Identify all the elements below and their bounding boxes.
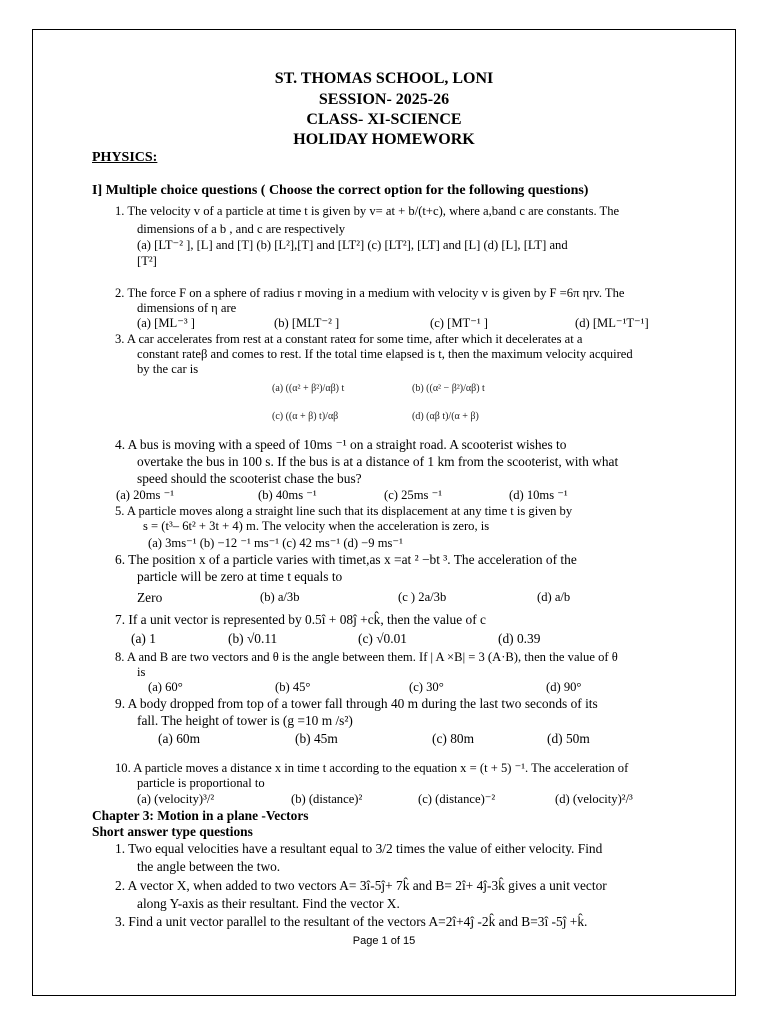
question-8-option-b: (b) 45° bbox=[275, 680, 311, 694]
question-1-text: 1. The velocity v of a particle at time t is given by v= at + b/(t+c), where a,band c are constants. The bbox=[115, 204, 620, 218]
question-10-option-a: (a) (velocity)³/² bbox=[137, 792, 215, 806]
question-3-option-c: (c) ((α + β) t)/αβ bbox=[272, 411, 339, 422]
question-8-option-d: (d) 90° bbox=[546, 680, 582, 694]
question-7-option-b: (b) √0.11 bbox=[228, 631, 278, 646]
question-9-text: 9. A body dropped from top of a tower fall through 40 m during the last two seconds of its bbox=[115, 696, 598, 711]
question-6-text-cont: particle will be zero at time t equals to bbox=[137, 569, 343, 584]
short-question-3: 3. Find a unit vector parallel to the resultant of the vectors A=2î+4ĵ -2k̂ and B=3î -5ĵ +k̂. bbox=[115, 914, 588, 929]
question-10-option-b: (b) (distance)² bbox=[291, 792, 363, 806]
question-4-option-d: (d) 10ms ⁻¹ bbox=[509, 488, 568, 502]
chapter-subheading: Short answer type questions bbox=[92, 824, 253, 839]
question-4-text-cont2: speed should the scooterist chase the bus? bbox=[137, 471, 362, 486]
question-5-options: (a) 3ms⁻¹ (b) −12 ⁻¹ ms⁻¹ (c) 42 ms⁻¹ (d) −9 ms⁻¹ bbox=[148, 536, 403, 550]
question-4-text: 4. A bus is moving with a speed of 10ms ⁻¹ on a straight road. A scooterist wishes to bbox=[115, 437, 567, 452]
question-4-text-cont: overtake the bus in 100 s. If the bus is at a distance of 1 km from the scooterist, with what bbox=[137, 454, 619, 469]
question-5-text-cont: s = (t³– 6t² + 3t + 4) m. The velocity when the acceleration is zero, is bbox=[143, 519, 490, 533]
question-9-option-a: (a) 60m bbox=[158, 731, 201, 746]
question-6-option-b: (b) a/3b bbox=[260, 590, 300, 604]
question-9-option-d: (d) 50m bbox=[547, 731, 590, 746]
question-3-text: 3. A car accelerates from rest at a constant rateα for some time, after which it decelerates at a bbox=[115, 332, 583, 346]
question-3-option-b: (b) ((α² − β²)/αβ) t bbox=[412, 383, 485, 394]
question-1-text-cont: dimensions of a b , and c are respectively bbox=[137, 222, 346, 236]
question-8-text: 8. A and B are two vectors and θ is the angle between them. If | A ×B| = 3 (A·B), then the value of θ bbox=[115, 650, 618, 664]
question-9-option-c: (c) 80m bbox=[432, 731, 475, 746]
question-2-option-a: (a) [ML⁻³ ] bbox=[137, 316, 195, 330]
question-6-option-c: (c ) 2a/3b bbox=[398, 590, 447, 604]
question-2-option-b: (b) [MLT⁻² ] bbox=[274, 316, 340, 330]
question-10-text-cont: particle is proportional to bbox=[137, 776, 265, 790]
question-10-option-c: (c) (distance)⁻² bbox=[418, 792, 496, 806]
question-3-text-cont: constant rateβ and comes to rest. If the total time elapsed is t, then the maximum velocity acquired bbox=[137, 347, 633, 361]
school-name: ST. THOMAS SCHOOL, LONI bbox=[274, 70, 494, 87]
question-3-option-a: (a) ((α² + β²)/αβ) t bbox=[272, 383, 345, 394]
question-7-option-a: (a) 1 bbox=[131, 631, 156, 646]
question-8-option-a: (a) 60° bbox=[148, 680, 183, 694]
question-2-text-cont: dimensions of η are bbox=[137, 301, 237, 315]
question-4-option-a: (a) 20ms ⁻¹ bbox=[116, 488, 174, 502]
question-6-option-d: (d) a/b bbox=[537, 590, 571, 604]
question-10-text: 10. A particle moves a distance x in time t according to the equation x = (t + 5) ⁻¹. The acceleration of bbox=[115, 761, 629, 775]
subject-heading: PHYSICS: bbox=[92, 150, 158, 165]
session: SESSION- 2025-26 bbox=[318, 91, 450, 108]
question-4-option-c: (c) 25ms ⁻¹ bbox=[384, 488, 442, 502]
question-6-text: 6. The position x of a particle varies with timet,as x =at ² −bt ³. The acceleration of the bbox=[115, 552, 577, 567]
short-question-2: 2. A vector X, when added to two vectors A= 3î-5ĵ+ 7k̂ and B= 2î+ 4ĵ-3k̂ gives a unit vector bbox=[115, 878, 607, 893]
chapter-heading: Chapter 3: Motion in a plane -Vectors bbox=[92, 808, 309, 823]
question-8-option-c: (c) 30° bbox=[409, 680, 444, 694]
question-7-text: 7. If a unit vector is represented by 0.5î + 08ĵ +ck̂, then the value of c bbox=[115, 612, 486, 627]
page-footer: Page 1 of 15 bbox=[352, 935, 416, 947]
question-9-text-cont: fall. The height of tower is (g =10 m /s²) bbox=[137, 713, 353, 728]
question-2-text: 2. The force F on a sphere of radius r moving in a medium with velocity v is given by F =6π ηrv. The bbox=[115, 286, 625, 300]
question-1-options: (a) [LT⁻² ], [L] and [T] (b) [L²],[T] and [LT²] (c) [LT²], [LT] and [L] (d) [L], [LT] and bbox=[137, 238, 568, 252]
question-9-option-b: (b) 45m bbox=[295, 731, 338, 746]
question-10-option-d: (d) (velocity)²/³ bbox=[555, 792, 633, 806]
question-5-text: 5. A particle moves along a straight line such that its displacement at any time t is given by bbox=[115, 504, 573, 518]
class-name: CLASS- XI-SCIENCE bbox=[306, 111, 462, 128]
question-3-option-d: (d) (αβ t)/(α + β) bbox=[412, 411, 479, 422]
question-4-option-b: (b) 40ms ⁻¹ bbox=[258, 488, 317, 502]
short-question-1-cont: the angle between the two. bbox=[137, 859, 281, 874]
question-7-option-c: (c) √0.01 bbox=[358, 631, 407, 646]
question-3-text-cont2: by the car is bbox=[137, 362, 199, 376]
question-8-text-cont: is bbox=[137, 665, 146, 679]
short-question-1: 1. Two equal velocities have a resultant equal to 3/2 times the value of either velocity. Find bbox=[115, 841, 603, 856]
question-2-option-c: (c) [MT⁻¹ ] bbox=[430, 316, 488, 330]
question-1-options-cont: [T²] bbox=[137, 254, 157, 268]
section-heading: I] Multiple choice questions ( Choose the correct option for the following questions) bbox=[92, 183, 589, 198]
page-title: HOLIDAY HOMEWORK bbox=[293, 131, 475, 148]
question-6-option-a: Zero bbox=[137, 590, 163, 605]
question-2-option-d: (d) [ML⁻¹T⁻¹] bbox=[575, 316, 649, 330]
short-question-2-cont: along Y-axis as their resultant. Find the vector X. bbox=[137, 896, 400, 911]
question-7-option-d: (d) 0.39 bbox=[498, 631, 541, 646]
